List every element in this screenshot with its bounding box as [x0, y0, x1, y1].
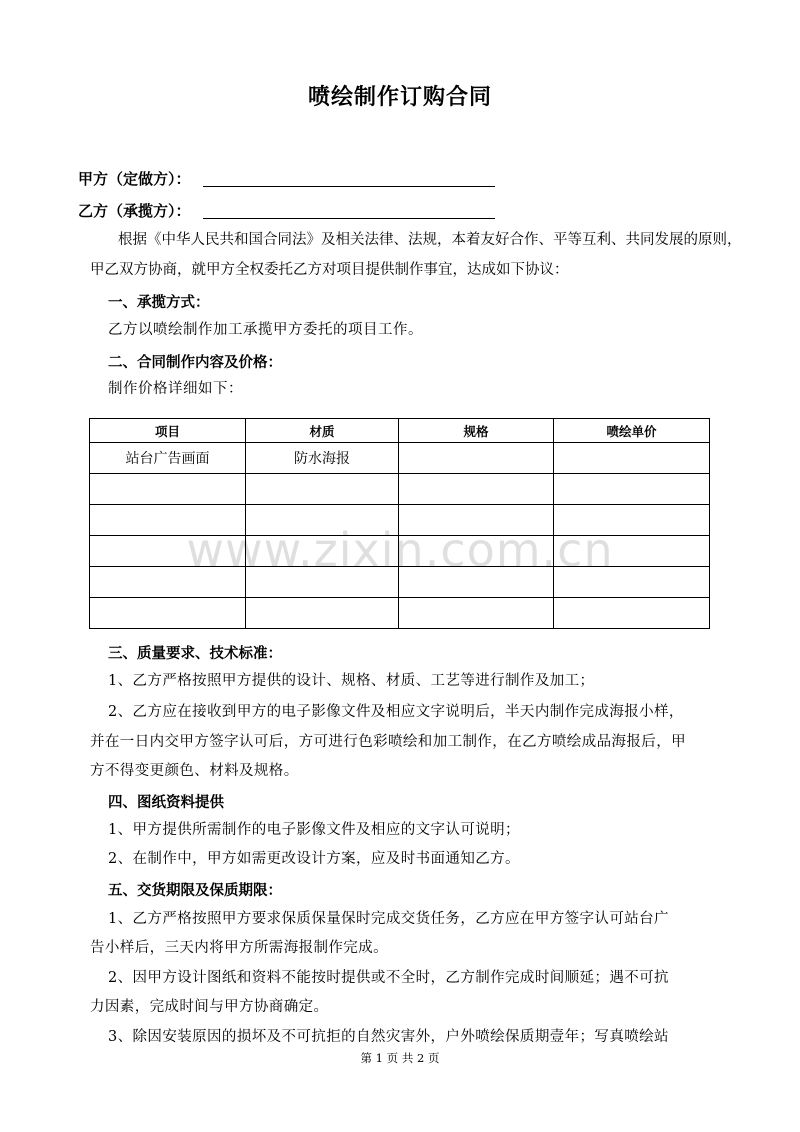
table-cell	[90, 474, 246, 505]
table-row	[90, 474, 710, 505]
header-material: 材质	[246, 419, 399, 443]
table-cell	[399, 474, 554, 505]
section-5-line-4: 力因素，完成时间与甲方协商确定。	[90, 999, 329, 1015]
table-cell	[399, 598, 554, 629]
table-cell: 站台广告画面	[90, 443, 246, 474]
section-2-heading: 二、合同制作内容及价格：	[108, 355, 282, 371]
header-spec: 规格	[399, 419, 554, 443]
party-b-blank-line[interactable]	[203, 218, 495, 219]
section-1-text: 乙方以喷绘制作加工承揽甲方委托的项目工作。	[108, 322, 423, 338]
table-cell	[246, 474, 399, 505]
section-5-line-1: 1、乙方严格按照甲方要求保质保量保时完成交货任务，乙方应在甲方签字认可站台广	[108, 911, 669, 927]
section-4-heading: 四、图纸资料提供	[108, 795, 224, 811]
site-watermark: www.zixin.com.cn	[186, 523, 614, 577]
section-2-text: 制作价格详细如下：	[108, 381, 243, 397]
document-title: 喷绘制作订购合同	[307, 85, 492, 110]
table-cell	[554, 598, 710, 629]
table-cell	[554, 443, 710, 474]
table-cell	[246, 598, 399, 629]
intro-line-2: 甲乙双方协商，就甲方全权委托乙方对项目提供制作事宜，达成如下协议：	[90, 262, 569, 278]
table-cell	[90, 598, 246, 629]
party-a-blank-line[interactable]	[203, 186, 495, 187]
section-4-line-1: 1、甲方提供所需制作的电子影像文件及相应的文字认可说明；	[108, 822, 520, 838]
table-row	[90, 598, 710, 629]
section-3-heading: 三、质量要求、技术标准：	[108, 646, 282, 662]
table-cell	[399, 443, 554, 474]
party-b-field	[78, 200, 191, 221]
page-footer: 第 1 页 共 2 页	[360, 1051, 440, 1065]
table-cell	[554, 474, 710, 505]
table-header-row	[90, 419, 710, 443]
party-a-label: 甲方（定做方）：	[78, 170, 191, 188]
section-3-line-2: 2、乙方应在接收到甲方的电子影像文件及相应文字说明后，半天内制作完成海报小样，	[108, 704, 684, 720]
header-item: 项目	[90, 419, 246, 443]
party-b-label: 乙方（承揽方）：	[78, 202, 191, 220]
section-5-heading: 五、交货期限及保质期限：	[108, 883, 282, 899]
section-3-line-4: 方不得变更颜色、材料及规格。	[90, 763, 299, 779]
table-cell: 防水海报	[246, 443, 399, 474]
party-a-field	[78, 168, 191, 189]
table-row	[90, 443, 710, 474]
section-5-line-3: 2、因甲方设计图纸和资料不能按时提供或不全时，乙方制作完成时间顺延；遇不可抗	[108, 970, 669, 986]
section-1-heading: 一、承揽方式：	[108, 295, 210, 311]
section-5-line-2: 告小样后，三天内将甲方所需海报制作完成。	[90, 940, 388, 956]
header-unit-price: 喷绘单价	[554, 419, 710, 443]
section-3-line-3: 并在一日内交甲方签字认可后，方可进行色彩喷绘和加工制作，在乙方喷绘成品海报后，甲	[90, 734, 686, 750]
section-4-line-2: 2、在制作中，甲方如需更改设计方案，应及时书面通知乙方。	[108, 851, 520, 867]
section-3-line-1: 1、乙方严格按照甲方提供的设计、规格、材质、工艺等进行制作及加工；	[108, 673, 595, 689]
intro-line-1: 根据《中华人民共和国合同法》及相关法律、法规，本着友好合作、平等互利、共同发展的原则，	[118, 232, 742, 248]
section-5-line-5: 3、除因安装原因的损坏及不可抗拒的自然灾害外，户外喷绘保质期壹年；写真喷绘站	[108, 1029, 669, 1045]
